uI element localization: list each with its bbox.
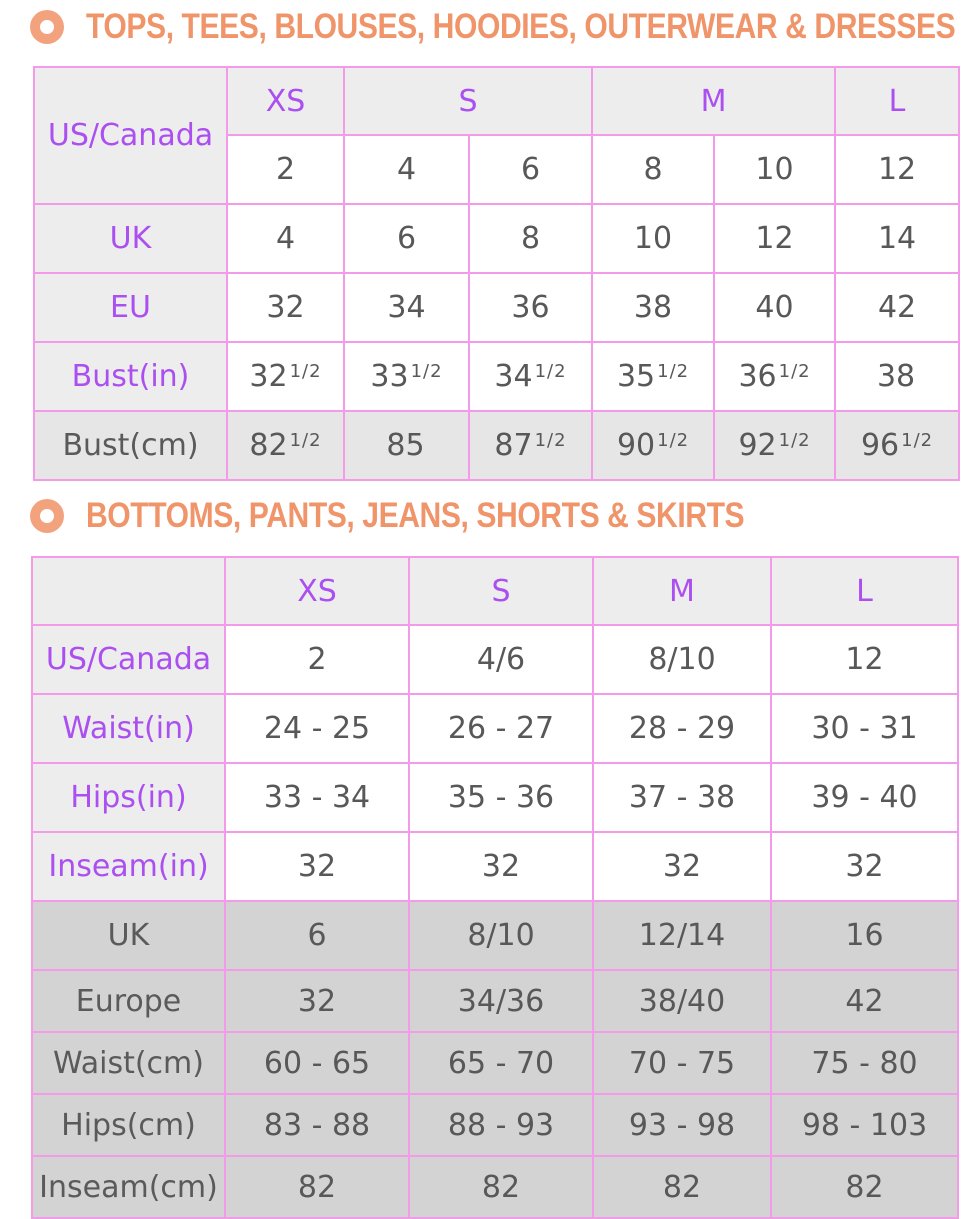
- size-header-s: S: [344, 67, 592, 135]
- row-label: Inseam(in): [32, 832, 225, 901]
- us-canada-label: US/Canada: [34, 67, 227, 204]
- fraction-value: 1/2: [289, 361, 322, 382]
- value-cell: 82: [593, 1156, 771, 1218]
- value-cell: 32: [225, 832, 409, 901]
- fraction-value: 1/2: [534, 361, 567, 382]
- value-cell: 34/36: [409, 970, 593, 1032]
- bust-cm-cell: [227, 411, 344, 480]
- bottoms-title-text: BOTTOMS, PANTS, JEANS, SHORTS & SKIRTS: [86, 496, 745, 535]
- fraction-value: 1/2: [657, 430, 690, 451]
- uk-size-cell: 8: [469, 204, 592, 273]
- value-cell: 82: [771, 1156, 958, 1218]
- table-row: [32, 694, 958, 763]
- uk-size-cell: 14: [835, 204, 959, 273]
- table-row: [32, 970, 958, 1032]
- whole-value: 35: [616, 359, 656, 394]
- tops-section-title: [30, 0, 970, 57]
- row-label: Hips(cm): [32, 1094, 225, 1156]
- uk-size-cell: 6: [344, 204, 469, 273]
- table-row: [32, 901, 958, 970]
- table-row: [32, 1156, 958, 1218]
- table-row: [32, 557, 958, 625]
- size-header-l: L: [771, 557, 958, 625]
- table-row: [32, 625, 958, 694]
- bust-in-label: Bust(in): [34, 342, 227, 411]
- row-label: Europe: [32, 970, 225, 1032]
- fraction-value: 1/2: [901, 430, 934, 451]
- whole-value: 32: [249, 359, 288, 394]
- whole-value: 38: [876, 359, 916, 394]
- us-size-cell: 12: [835, 135, 959, 204]
- size-header-xs: XS: [227, 67, 344, 135]
- table-row: [32, 832, 958, 901]
- value-cell: 65 - 70: [409, 1032, 593, 1094]
- tops-title-text: TOPS, TEES, BLOUSES, HOODIES, OUTERWEAR & DRESSES: [86, 7, 956, 46]
- eu-size-cell: 36: [469, 273, 592, 342]
- size-header-xs: XS: [225, 557, 409, 625]
- value-cell: 82: [225, 1156, 409, 1218]
- fraction-value: 1/2: [657, 361, 690, 382]
- row-label: Waist(in): [32, 694, 225, 763]
- bust-in-cell: [344, 342, 469, 411]
- value-cell: 39 - 40: [771, 763, 958, 832]
- value-cell: 60 - 65: [225, 1032, 409, 1094]
- size-header-s: S: [409, 557, 593, 625]
- value-cell: 32: [771, 832, 958, 901]
- table-row: [34, 411, 959, 480]
- eu-size-cell: 42: [835, 273, 959, 342]
- value-cell: 33 - 34: [225, 763, 409, 832]
- table-row: [32, 1032, 958, 1094]
- fraction-value: 1/2: [534, 430, 567, 451]
- bust-cm-cell: [835, 411, 959, 480]
- value-cell: 28 - 29: [593, 694, 771, 763]
- value-cell: 38/40: [593, 970, 771, 1032]
- value-cell: 26 - 27: [409, 694, 593, 763]
- eu-size-cell: 32: [227, 273, 344, 342]
- fraction-value: 1/2: [410, 361, 443, 382]
- value-cell: 37 - 38: [593, 763, 771, 832]
- whole-value: 36: [738, 359, 777, 394]
- value-cell: 32: [409, 832, 593, 901]
- whole-value: 96: [860, 428, 900, 463]
- bust-in-cell: [835, 342, 959, 411]
- value-cell: 35 - 36: [409, 763, 593, 832]
- us-size-cell: 10: [714, 135, 835, 204]
- bust-in-cell: [227, 342, 344, 411]
- bust-cm-cell: [714, 411, 835, 480]
- table-row: [32, 1094, 958, 1156]
- value-cell: 88 - 93: [409, 1094, 593, 1156]
- value-cell: 12/14: [593, 901, 771, 970]
- row-label: Hips(in): [32, 763, 225, 832]
- value-cell: 24 - 25: [225, 694, 409, 763]
- value-cell: 8/10: [409, 901, 593, 970]
- table-row: [34, 273, 959, 342]
- fraction-value: 1/2: [778, 361, 811, 382]
- value-cell: 12: [771, 625, 958, 694]
- value-cell: 32: [225, 970, 409, 1032]
- value-cell: 2: [225, 625, 409, 694]
- bottoms-section-title: [30, 486, 851, 546]
- row-label: UK: [32, 901, 225, 970]
- fraction-value: 1/2: [289, 430, 322, 451]
- row-label: US/Canada: [32, 625, 225, 694]
- bust-cm-cell: [469, 411, 592, 480]
- value-cell: 6: [225, 901, 409, 970]
- uk-size-cell: 4: [227, 204, 344, 273]
- circle-bullet-icon: [30, 499, 64, 533]
- uk-size-cell: 10: [592, 204, 714, 273]
- row-label: Waist(cm): [32, 1032, 225, 1094]
- table-row: [34, 204, 959, 273]
- us-size-cell: 6: [469, 135, 592, 204]
- bottoms-size-table: [31, 556, 959, 1219]
- whole-value: 87: [494, 428, 533, 463]
- row-label: Inseam(cm): [32, 1156, 225, 1218]
- value-cell: 30 - 31: [771, 694, 958, 763]
- value-cell: 83 - 88: [225, 1094, 409, 1156]
- uk-label: UK: [34, 204, 227, 273]
- value-cell: 16: [771, 901, 958, 970]
- value-cell: 32: [593, 832, 771, 901]
- value-cell: 70 - 75: [593, 1032, 771, 1094]
- value-cell: 98 - 103: [771, 1094, 958, 1156]
- us-size-cell: 8: [592, 135, 714, 204]
- bust-in-cell: [714, 342, 835, 411]
- table-row: [32, 763, 958, 832]
- value-cell: 4/6: [409, 625, 593, 694]
- value-cell: 93 - 98: [593, 1094, 771, 1156]
- bust-in-cell: [592, 342, 714, 411]
- size-header-l: L: [835, 67, 959, 135]
- value-cell: 82: [409, 1156, 593, 1218]
- bust-cm-cell: [592, 411, 714, 480]
- size-header-m: M: [592, 67, 835, 135]
- empty-corner-cell: [32, 557, 225, 625]
- eu-size-cell: 38: [592, 273, 714, 342]
- size-header-m: M: [593, 557, 771, 625]
- whole-value: 92: [738, 428, 777, 463]
- bust-cm-label: Bust(cm): [34, 411, 227, 480]
- eu-size-cell: 40: [714, 273, 835, 342]
- whole-value: 34: [494, 359, 533, 394]
- table-row: [34, 342, 959, 411]
- whole-value: 33: [370, 359, 409, 394]
- fraction-value: 1/2: [778, 430, 811, 451]
- eu-size-cell: 34: [344, 273, 469, 342]
- whole-value: 82: [249, 428, 288, 463]
- eu-label: EU: [34, 273, 227, 342]
- whole-value: 90: [616, 428, 656, 463]
- circle-bullet-icon: [30, 10, 64, 44]
- uk-size-cell: 12: [714, 204, 835, 273]
- whole-value: 85: [386, 428, 425, 463]
- value-cell: 75 - 80: [771, 1032, 958, 1094]
- tops-size-table: [33, 66, 960, 481]
- bust-cm-cell: [344, 411, 469, 480]
- us-size-cell: 2: [227, 135, 344, 204]
- bust-in-cell: [469, 342, 592, 411]
- value-cell: 42: [771, 970, 958, 1032]
- us-size-cell: 4: [344, 135, 469, 204]
- value-cell: 8/10: [593, 625, 771, 694]
